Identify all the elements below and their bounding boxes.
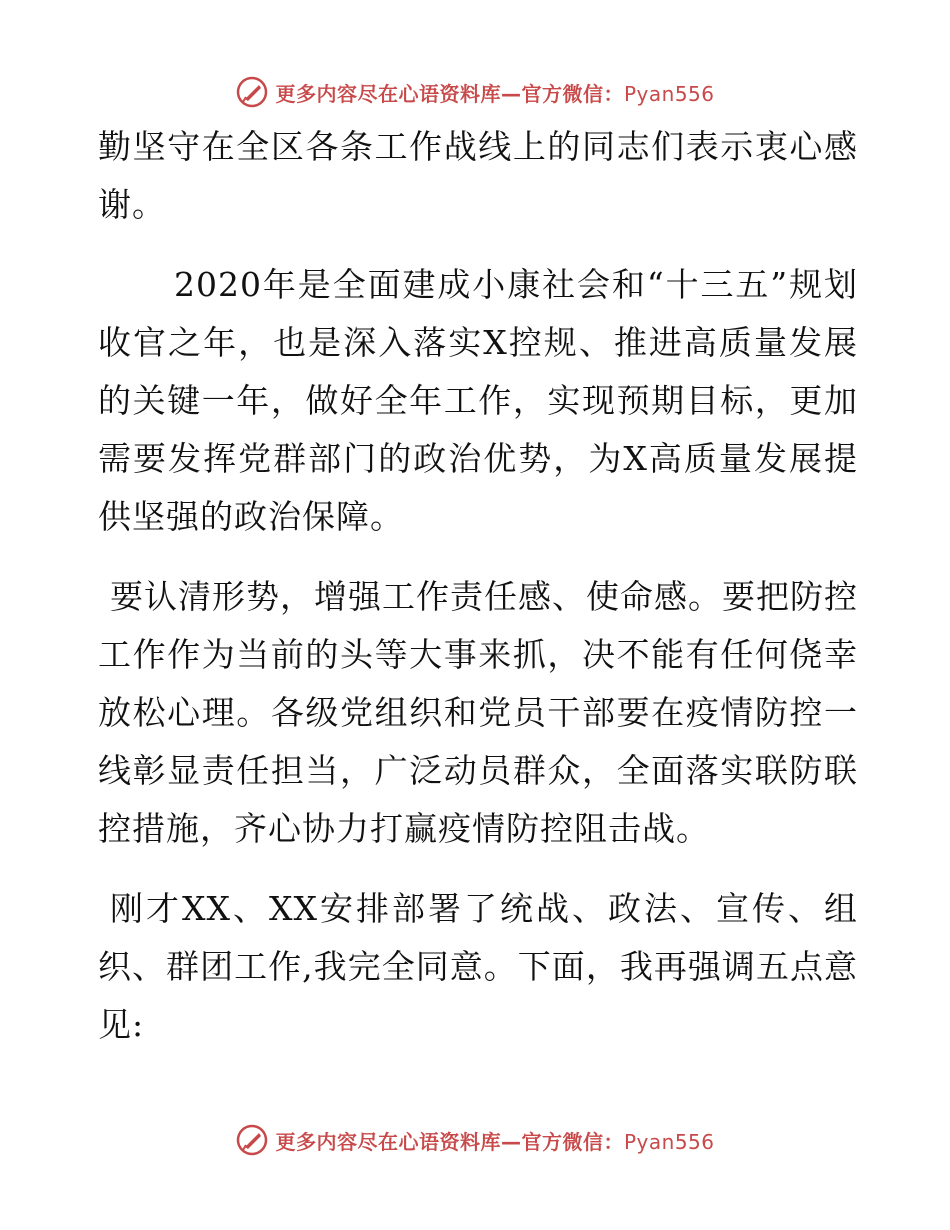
paragraph-1: 勤坚守在全区各条工作战线上的同志们表示衷心感谢。 (98, 127, 858, 224)
banner-handle: Pyan556 (623, 81, 715, 106)
banner-text: 更多内容尽在心语资料库—官方微信：Pyan556 (275, 1129, 715, 1154)
quill-logo-icon (235, 1123, 269, 1157)
paragraph-4: 刚才XX、XX安排部署了统战、政法、宣传、组织、群团工作,我完全同意。下面，我再强调五点意见: (98, 889, 858, 1044)
banner-handle: Pyan556 (623, 1129, 715, 1154)
footer-banner (0, 1120, 950, 1160)
quill-logo-icon (235, 75, 269, 109)
banner-text: 更多内容尽在心语资料库—官方微信：Pyan556 (275, 81, 715, 106)
paragraph-3: 要认清形势，增强工作责任感、使命感。要把防控工作作为当前的头等大事来抓，决不能有任何侥幸放松心理。各级党组织和党员干部要在疫情防控一线彰显责任担当，广泛动员群众，全面落实联防联控措施，齐心协力打赢疫情防控阻击战。 (98, 577, 858, 848)
header-banner (0, 72, 950, 112)
document-body (98, 118, 858, 1076)
paragraph-2: 2020年是全面建成小康社会和“十三五”规划收官之年，也是深入落实X控规、推进高质量发展的关键一年，做好全年工作，实现预期目标，更加需要发挥党群部门的政治优势，为X高质量发展提供坚强的政治保障。 (98, 265, 858, 536)
